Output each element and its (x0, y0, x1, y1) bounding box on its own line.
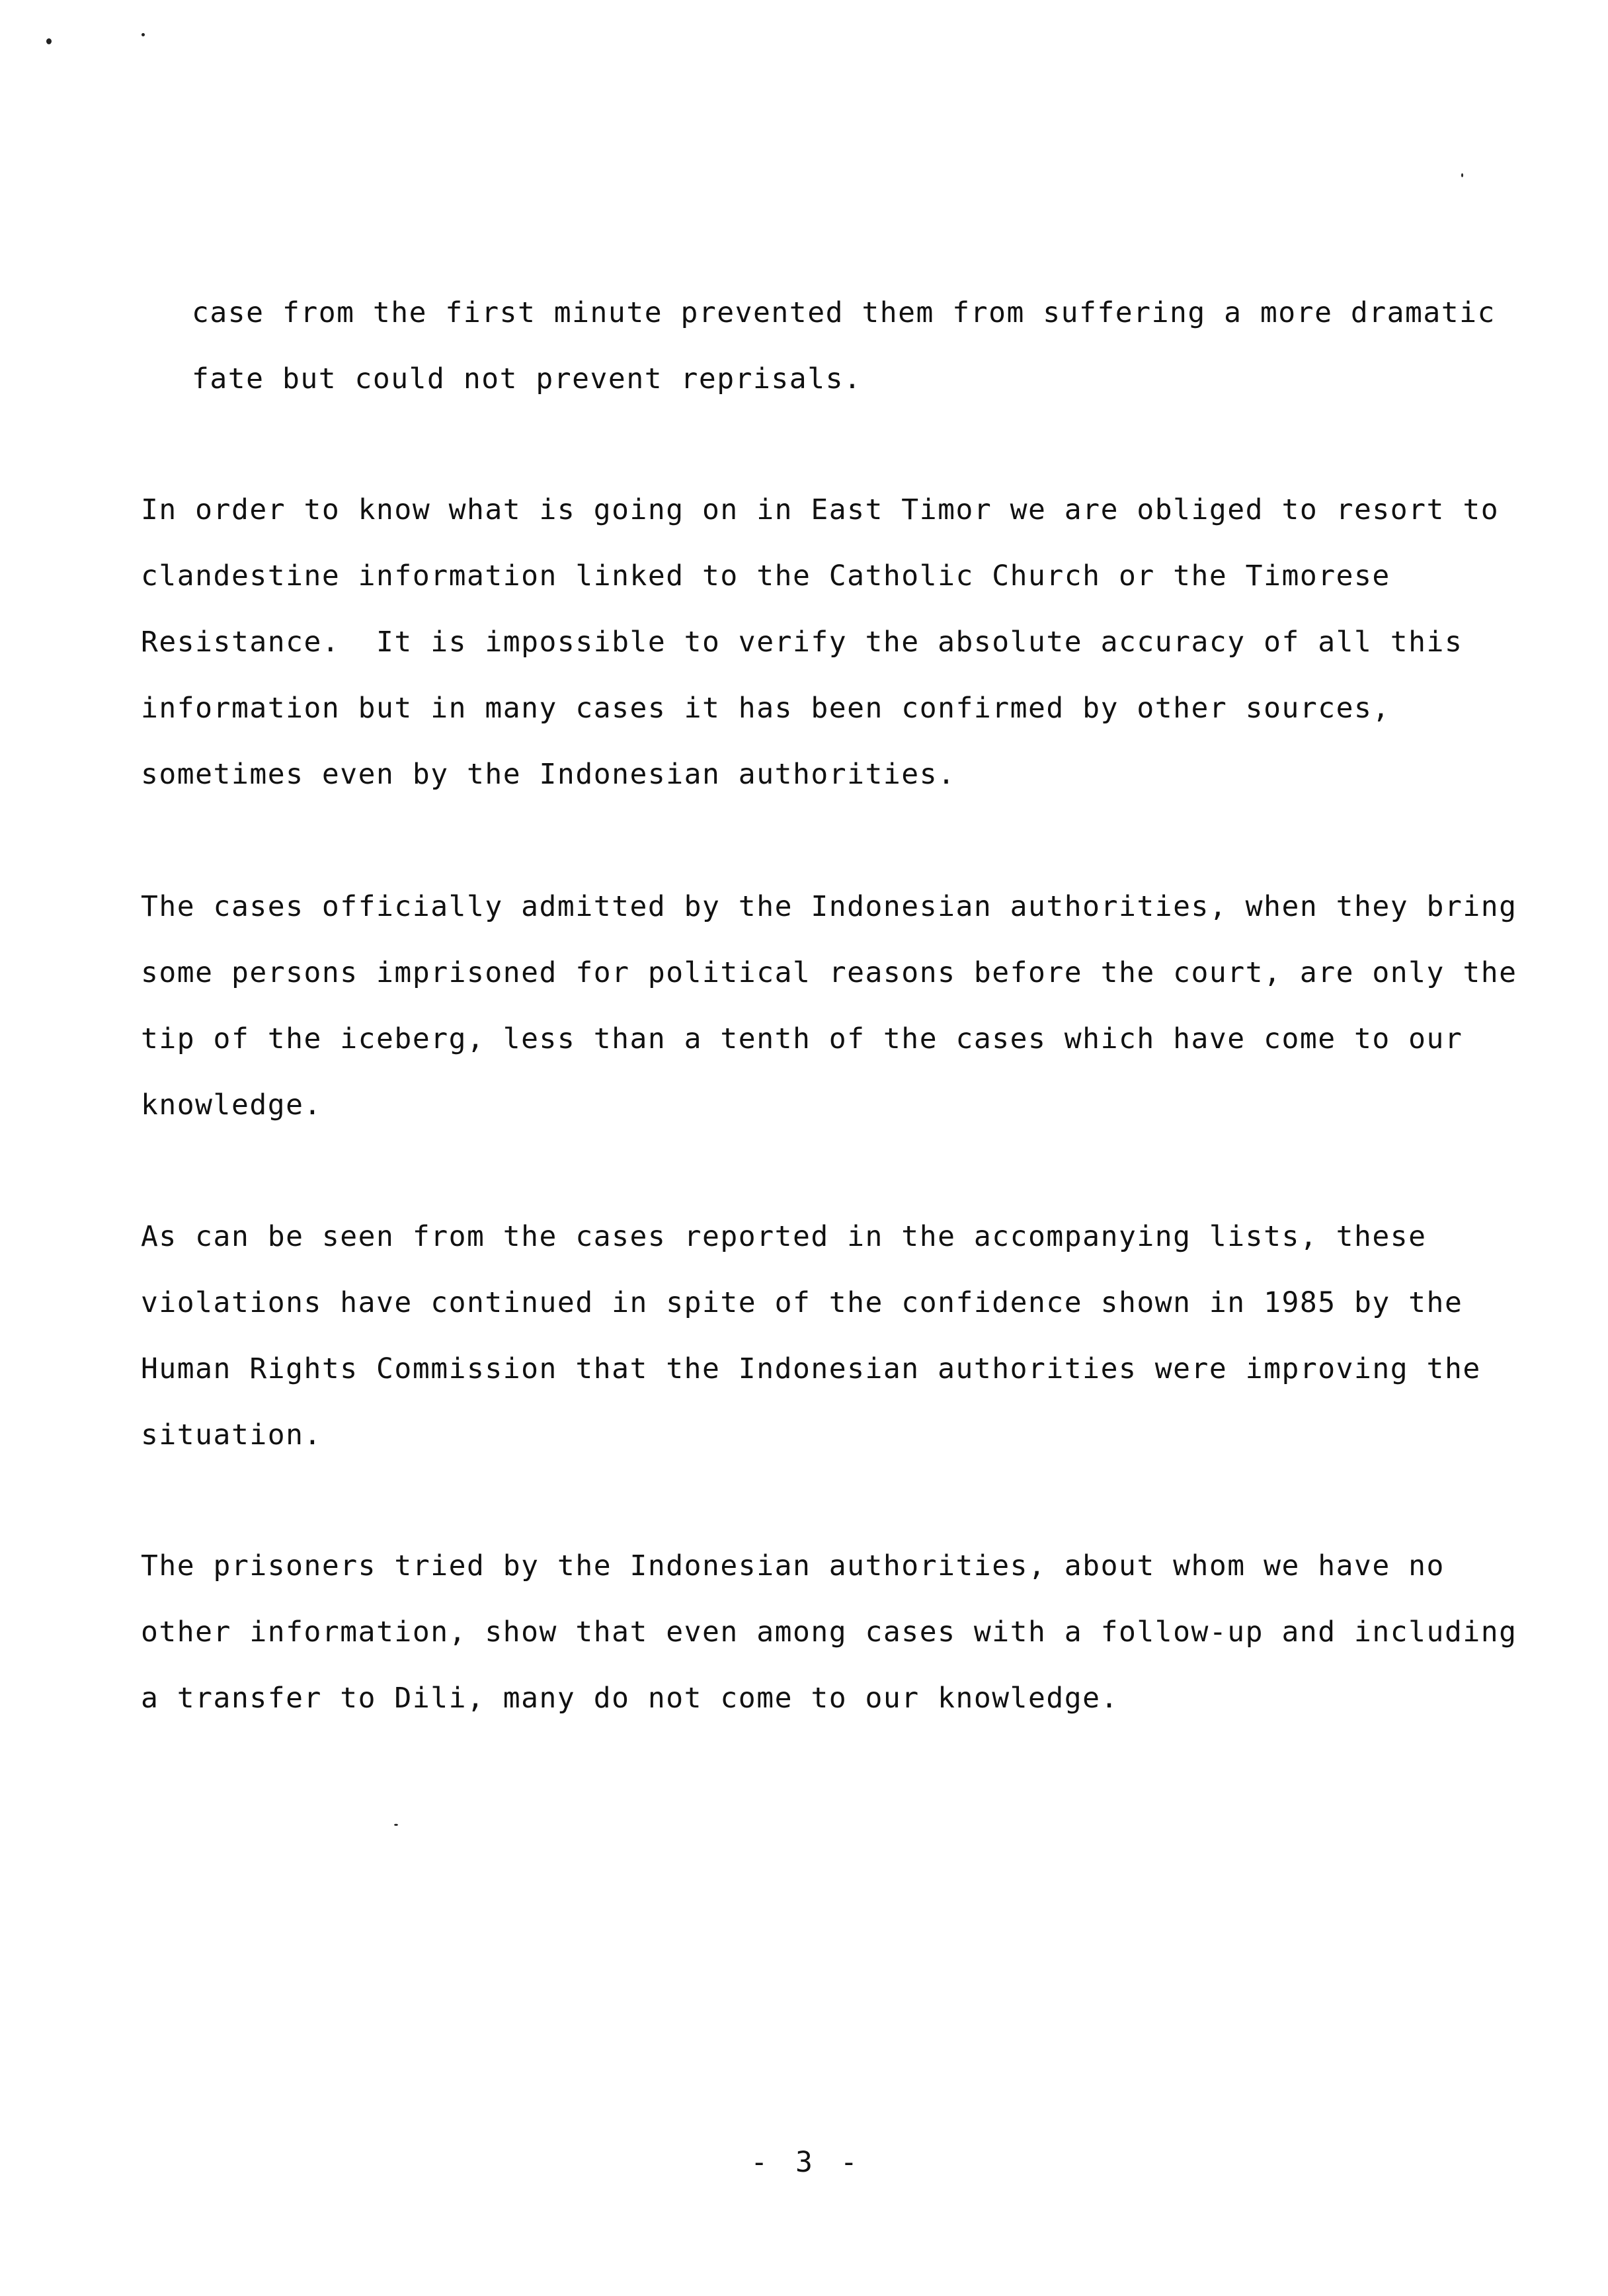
paragraph-3-line-1: The cases officially admitted by the Indonesian authorities, when they bring (141, 890, 1517, 923)
paragraph-1-line-2: fate but could not prevent reprisals. (192, 362, 862, 395)
paragraph-4-line-4: situation. (141, 1418, 322, 1452)
paragraph-3-line-4: knowledge. (141, 1088, 322, 1122)
paragraph-2-line-4: information but in many cases it has been confirmed by other sources, (141, 692, 1390, 725)
paragraph-3-line-3: tip of the iceberg, less than a tenth of the cases which have come to our (141, 1022, 1463, 1055)
paragraph-3-line-2: some persons imprisoned for political reasons before the court, are only the (141, 956, 1517, 989)
paragraph-4-line-1: As can be seen from the cases reported in the accompanying lists, these (141, 1220, 1427, 1253)
paragraph-2-line-5: sometimes even by the Indonesian authorities. (141, 758, 956, 791)
scan-speck (1461, 173, 1463, 177)
paragraph-2-line-2: clandestine information linked to the Catholic Church or the Timorese (141, 559, 1390, 593)
paragraph-5-line-1: The prisoners tried by the Indonesian authorities, about whom we have no (141, 1549, 1445, 1582)
paragraph-5-line-2: other information, show that even among cases with a follow-up and including (141, 1616, 1517, 1649)
paragraph-4-line-3: Human Rights Commission that the Indonesian authorities were improving the (141, 1352, 1481, 1385)
paragraph-2-line-1: In order to know what is going on in East Timor we are obliged to resort to (141, 493, 1500, 526)
page-number: - 3 - (750, 2146, 863, 2179)
scan-speck (46, 38, 52, 44)
paragraph-4-line-2: violations have continued in spite of the confidence shown in 1985 by the (141, 1286, 1463, 1319)
paragraph-2-line-3: Resistance. It is impossible to verify the absolute accuracy of all this (141, 626, 1463, 659)
scan-speck (394, 1824, 398, 1826)
scan-speck (141, 33, 145, 36)
paragraph-1-line-1: case from the first minute prevented them from suffering a more dramatic (192, 296, 1496, 329)
paragraph-5-line-3: a transfer to Dili, many do not come to our knowledge. (141, 1682, 1119, 1715)
